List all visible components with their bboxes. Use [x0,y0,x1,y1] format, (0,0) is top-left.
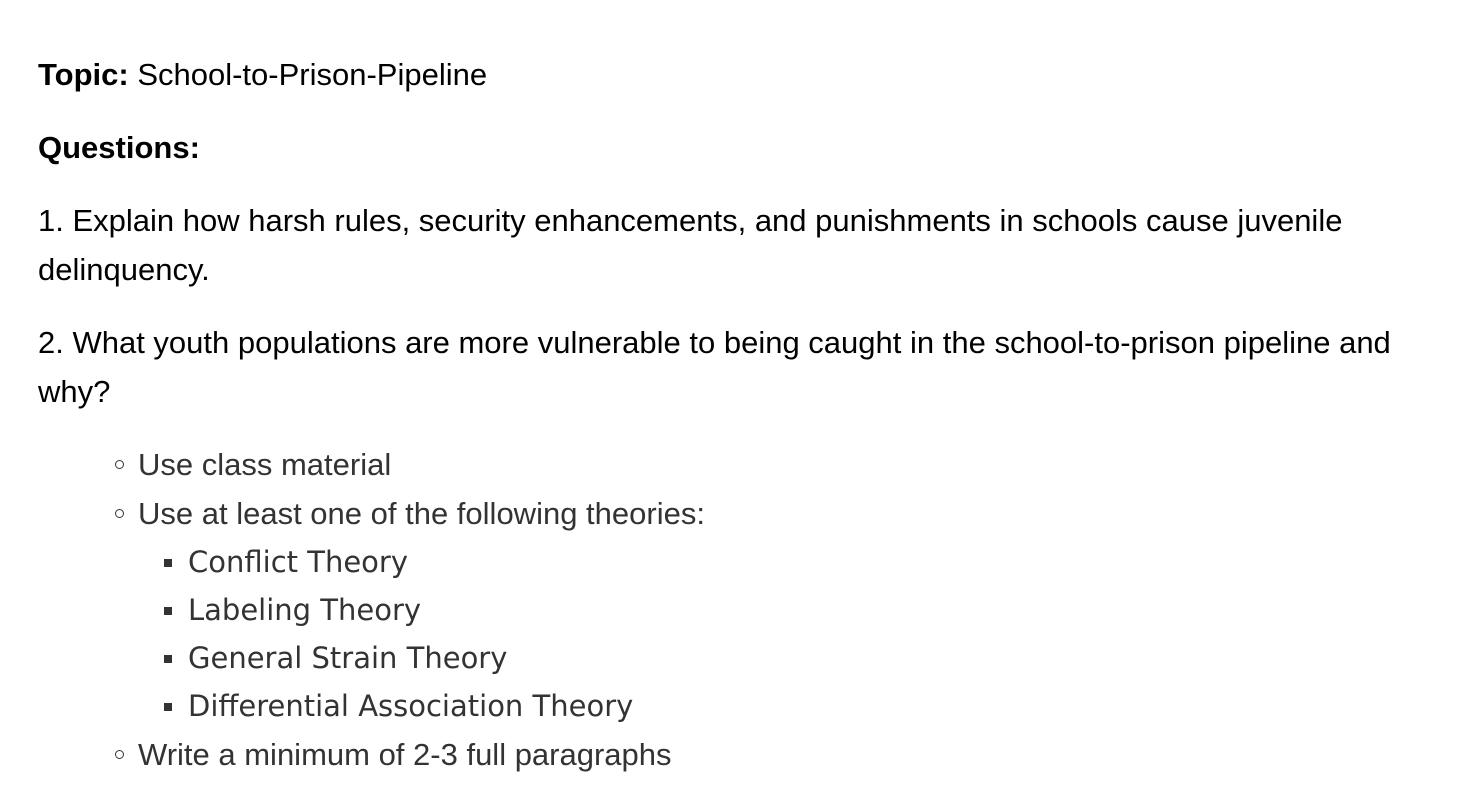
theory-text: General Strain Theory [188,641,508,675]
square-bullet-icon [164,559,172,567]
square-bullet-icon [164,655,172,663]
assignment-content [38,50,1448,779]
circle-bullet-icon [115,750,124,759]
theories-list [138,538,1448,730]
instruction-text: Write a minimum of 2-3 full paragraphs [138,737,672,772]
instructions-list [38,440,1448,779]
instruction-text: Use class material [138,447,392,482]
instruction-text: Use at least one of the following theories: [138,496,705,531]
circle-bullet-icon [115,509,124,518]
instruction-item [138,440,1448,489]
topic-label: Topic: [38,57,129,92]
theory-item [188,682,1448,730]
question-2: 2. What youth populations are more vulnerable to being caught in the school-to-prison pipeline and why? [38,325,1391,409]
topic-line [38,50,1448,99]
instruction-item [138,730,1448,779]
circle-bullet-icon [115,460,124,469]
square-bullet-icon [164,703,172,711]
theory-text: Conflict Theory [188,545,408,579]
theory-item [188,538,1448,586]
question-1: 1. Explain how harsh rules, security enhancements, and punishments in schools cause juvenile delinquency. [38,203,1343,287]
theory-item [188,634,1448,682]
instruction-item [138,489,1448,730]
theory-text: Labeling Theory [188,593,422,627]
square-bullet-icon [164,607,172,615]
theory-text: Differential Association Theory [188,689,634,723]
questions-heading: Questions: [38,130,200,165]
topic-value: School-to-Prison-Pipeline [137,57,488,92]
theory-item [188,586,1448,634]
